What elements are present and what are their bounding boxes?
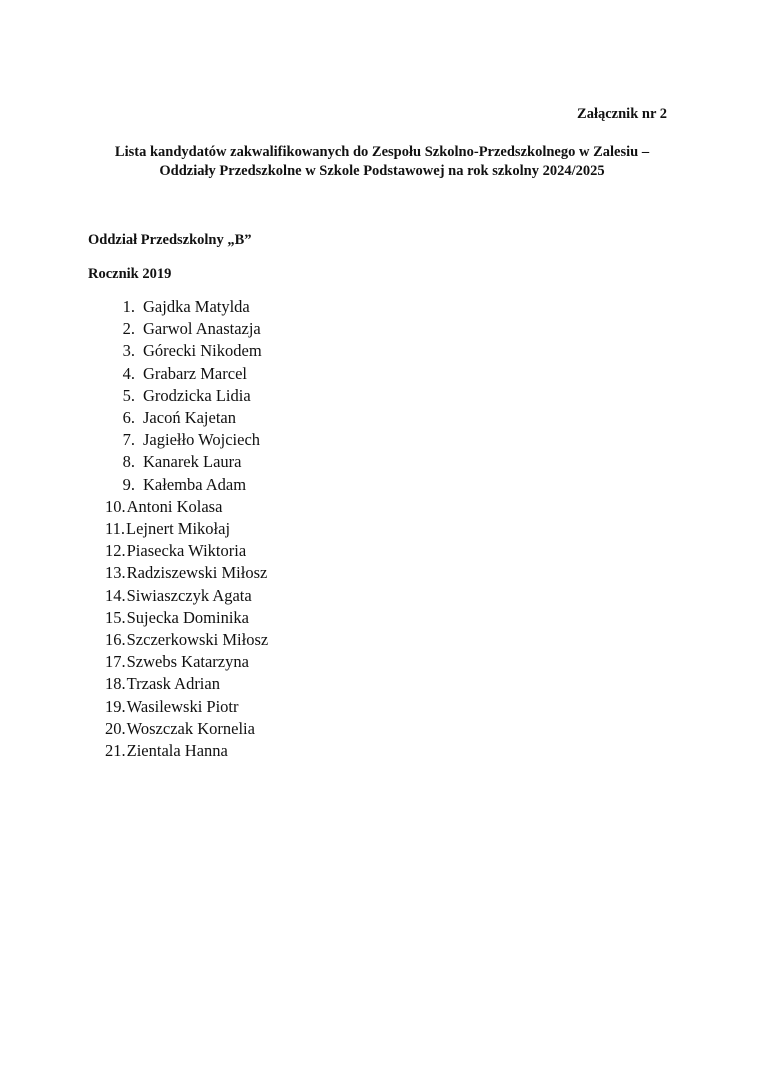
- list-item: [100, 474, 268, 496]
- item-name: Antoni Kolasa: [126, 496, 223, 516]
- item-number: 21.: [105, 741, 126, 761]
- item-number: 14.: [105, 585, 126, 605]
- item-name: Trzask Adrian: [126, 674, 220, 694]
- list-item: [100, 562, 268, 584]
- item-name: Wasilewski Piotr: [126, 696, 239, 716]
- item-name: Grodzicka Lidia: [143, 385, 251, 405]
- item-number: 16.: [105, 630, 126, 650]
- list-item: [100, 673, 268, 695]
- item-number: 6.: [122, 408, 135, 428]
- item-name: Garwol Anastazja: [143, 319, 261, 339]
- item-number: 15.: [105, 607, 126, 627]
- item-name: Zientala Hanna: [126, 741, 228, 761]
- list-item: [100, 740, 268, 762]
- item-name: Szczerkowski Miłosz: [126, 630, 269, 650]
- list-item: [100, 385, 268, 407]
- list-item: [100, 296, 268, 318]
- list-item: [100, 451, 268, 473]
- item-number: 19.: [105, 696, 126, 716]
- item-name: Radziszewski Miłosz: [126, 563, 268, 583]
- item-name: Górecki Nikodem: [143, 341, 262, 361]
- title-line-1: Lista kandydatów zakwalifikowanych do Zespołu Szkolno-Przedszkolnego w Zalesiu –: [114, 144, 650, 160]
- item-number: 7.: [122, 430, 135, 450]
- list-item: [100, 718, 268, 740]
- item-name: Kałemba Adam: [143, 474, 247, 494]
- item-name: Piasecka Wiktoria: [126, 541, 247, 561]
- list-item: [100, 496, 268, 518]
- item-name: Szwebs Katarzyna: [126, 652, 249, 672]
- list-item: [100, 429, 268, 451]
- item-number: 18.: [105, 674, 126, 694]
- item-number: 13.: [105, 563, 126, 583]
- title-line-2: Oddziały Przedszkolne w Szkole Podstawowej na rok szkolny 2024/2025: [159, 163, 605, 179]
- item-name: Jacoń Kajetan: [143, 408, 236, 428]
- annex-label: Załącznik nr 2: [577, 106, 667, 122]
- item-name: Gajdka Matylda: [143, 297, 250, 316]
- list-item: [100, 318, 268, 340]
- item-name: Grabarz Marcel: [143, 363, 247, 383]
- item-number: 1.: [122, 297, 135, 316]
- item-number: 11.: [105, 519, 126, 539]
- list-item: [100, 629, 268, 651]
- item-number: 12.: [105, 541, 126, 561]
- item-number: 8.: [122, 452, 135, 472]
- list-item: [100, 540, 268, 562]
- list-item: [100, 340, 268, 362]
- section-heading: Oddział Przedszkolny „B”: [88, 232, 252, 248]
- list-item: [100, 407, 268, 429]
- item-name: Lejnert Mikołaj: [126, 519, 231, 539]
- item-number: 20.: [105, 718, 126, 738]
- item-number: 10.: [105, 496, 126, 516]
- item-number: 17.: [105, 652, 126, 672]
- candidate-list: [100, 296, 268, 762]
- item-number: 2.: [122, 319, 135, 339]
- item-name: Woszczak Kornelia: [126, 718, 255, 738]
- item-number: 4.: [122, 363, 135, 383]
- list-item: [100, 607, 268, 629]
- list-item: [100, 363, 268, 385]
- item-name: Siwiaszczyk Agata: [126, 585, 252, 605]
- item-number: 3.: [122, 341, 135, 361]
- item-name: Sujecka Dominika: [126, 607, 249, 627]
- list-item: [100, 585, 268, 607]
- list-item: [100, 696, 268, 718]
- year-heading: Rocznik 2019: [88, 266, 172, 282]
- item-name: Jagiełło Wojciech: [143, 430, 261, 450]
- document-title: [60, 143, 704, 181]
- item-name: Kanarek Laura: [143, 452, 242, 472]
- item-number: 5.: [122, 385, 135, 405]
- item-number: 9.: [122, 474, 135, 494]
- list-item: [100, 518, 268, 540]
- list-item: [100, 651, 268, 673]
